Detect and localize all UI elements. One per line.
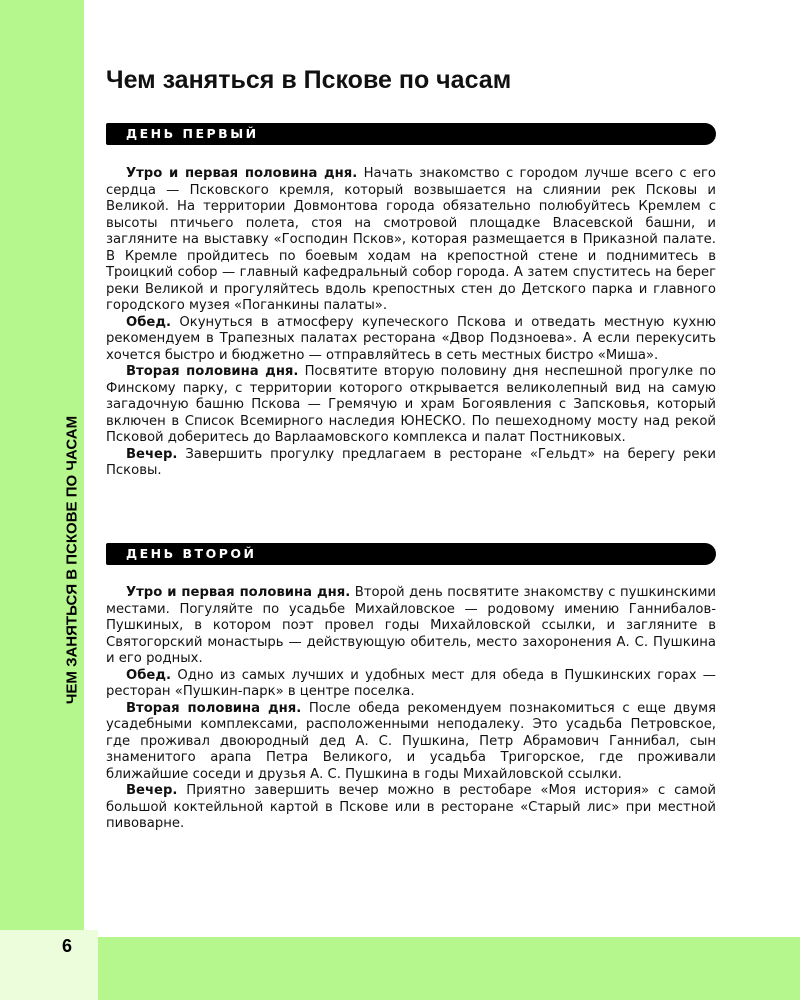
page-number: 6 <box>62 936 73 956</box>
paragraph <box>106 364 716 447</box>
day-two-section <box>106 585 716 833</box>
paragraph-text: Приятно завершить вечер можно в рестобаре «Моя история» с самой большой коктейльной картой в Пскове или в ресторане «Старый лис» при местной пивоварне. <box>106 783 716 831</box>
paragraph-lead: Утро и первая половина дня. <box>126 166 358 181</box>
paragraph-lead: Вторая половина дня. <box>126 364 299 379</box>
paragraph <box>106 668 716 701</box>
paragraph-text: Второй день посвятите знакомству с пушкинскими местами. Погуляйте по усадьбе Михайловское — родовому имению Ганнибалов-Пушкиных, в котором поэт провел годы Михайловской ссылки, и загляните в Святогорский монастырь — действующую обитель, место захоронения А. С. Пушкина и его родных. <box>106 585 716 666</box>
day-two-header: ДЕНЬ ВТОРОЙ <box>106 543 716 565</box>
side-caption: ЧЕМ ЗАНЯТЬСЯ В ПСКОВЕ ПО ЧАСАМ <box>63 415 81 705</box>
paragraph <box>106 447 716 480</box>
paragraph <box>106 166 716 315</box>
paragraph-text: После обеда рекомендуем познакомиться с еще двумя усадебными комплексами, расположенными неподалеку. Это усадьба Петровское, где проживал двоюродный дед А. С. Пушкина, Петр Абрамович Ганнибал, сын знаменитого арапа Петра Великого, и усадьба Тригорское, где проживали ближайшие соседи и друзья А. С. Пушкина в годы Михайловской ссылки. <box>106 700 716 782</box>
paragraph-lead: Обед. <box>126 667 172 683</box>
paragraph-lead: Вечер. <box>126 783 178 798</box>
paragraph <box>106 701 716 784</box>
paragraph-text: Посвятите вторую половину дня неспешной прогулке по Финскому парку, с территории которого открывается великолепный вид на самую загадочную башню Пскова — Гремячую и храм Богоявления с Запсковья, который включен в Список Всемирного наследия ЮНЕСКО. По пешеходному мосту над рекой Псковой доберитесь до Варлаамовского комплекса и палат Постниковых. <box>106 364 716 445</box>
paragraph-text: Одно из самых лучших и удобных мест для обеда в Пушкинских горах — ресторан «Пушкин-парк» в центре поселка. <box>106 667 716 699</box>
paragraph-lead: Вторая половина дня. <box>126 700 302 716</box>
paragraph-text: Окунуться в атмосферу купеческого Пскова и отведать местную кухню рекомендуем в Трапезных палатах ресторана «Двор Подзноева». А если перекусить хочется быстро и бюджетно — отправляйтесь в сеть местных бистро «Миша». <box>106 314 716 363</box>
paragraph-lead: Утро и первая половина дня. <box>126 585 351 600</box>
paragraph-text: Завершить прогулку предлагаем в ресторане «Гельдт» на берегу реки Псковы. <box>106 446 716 478</box>
paragraph-lead: Вечер. <box>126 446 178 462</box>
paragraph <box>106 585 716 668</box>
bottom-color-band <box>84 937 800 1000</box>
day-one-section <box>106 166 716 480</box>
paragraph <box>106 783 716 833</box>
day-one-header: ДЕНЬ ПЕРВЫЙ <box>106 123 716 145</box>
page-title: Чем заняться в Пскове по часам <box>106 66 512 94</box>
page-number-box <box>0 930 98 1000</box>
paragraph-lead: Обед. <box>126 314 172 330</box>
paragraph-text: Начать знакомство с городом лучше всего с его сердца — Псковского кремля, который возвышается на слиянии рек Псковы и Великой. На территории Довмонтова города обязательно полюбуйтесь Кремлем с высоты птичьего полета, стоя на смотровой площадке Власевской башни, и загляните на выставку «Господин Псков», которая размещается в Приказной палате. В Кремле пройдитесь по боевым ходам на крепостной стене и поднимитесь в Троицкий собор — главный кафедральный собор города. А затем спуститесь на берег реки Великой и прогуляйтесь вдоль крепостных стен до Детского парка и главного городского музея «Поганкины палаты». <box>106 166 716 313</box>
paragraph <box>106 315 716 365</box>
